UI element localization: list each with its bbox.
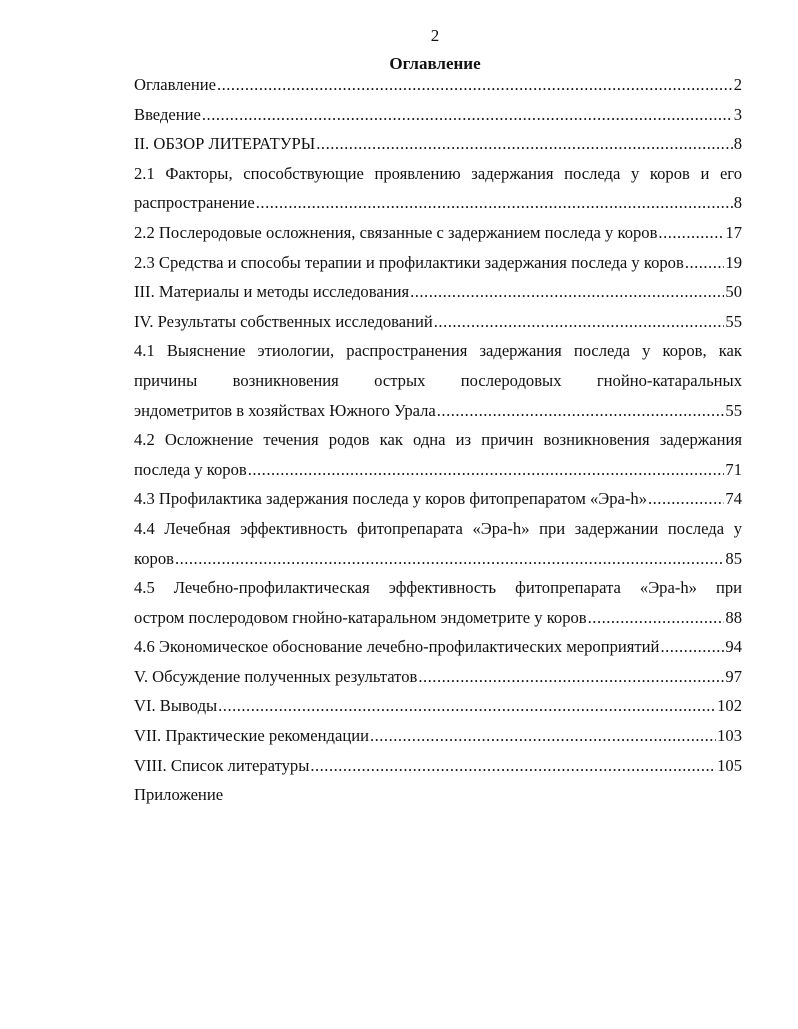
toc-entry-final-line (134, 662, 742, 692)
toc-entry (134, 129, 742, 159)
page-number: 2 (430, 26, 440, 45)
toc-entry (134, 484, 742, 514)
toc-page-number: 19 (725, 252, 742, 272)
toc-entry-final-line (134, 307, 742, 337)
toc-entry-final-line (134, 70, 742, 100)
toc-entry-title: остром послеродовом гнойно-катаральном эндометрите у коров (134, 607, 587, 627)
toc-entry-title: распространение (134, 193, 255, 213)
toc-entry (134, 307, 742, 337)
toc-entry-title: 2.3 Средства и способы терапии и профилактики задержания последа у коров (134, 252, 684, 272)
toc-entry (134, 70, 742, 100)
toc-entry-line: 2.1 Факторы, способствующие проявлению задержания последа у коров и его (134, 163, 742, 183)
toc-page-number: 102 (717, 696, 742, 716)
toc-entry (134, 514, 742, 573)
toc-entry-final-line (134, 721, 742, 751)
toc-dot-leader (588, 603, 725, 633)
toc-dot-leader (256, 188, 733, 218)
toc-entry-line: 4.1 Выяснение этиологии, распространения задержания последа у коров, как (134, 341, 742, 361)
toc-page-number: 8 (733, 134, 742, 154)
toc-entry-title: VI. Выводы (134, 696, 218, 716)
toc-page-number: 2 (733, 75, 742, 94)
toc-entry-final-line (134, 248, 742, 278)
toc-entry-title: Приложение (134, 785, 224, 805)
toc-entry-line: 4.4 Лечебная эффективность фитопрепарата «Эра-h» при задержании последа у (134, 518, 742, 538)
toc-page-number: 17 (725, 222, 742, 242)
toc-page-number: 88 (725, 607, 742, 627)
toc-dot-leader (658, 218, 724, 248)
toc-entry-title: Введение (134, 104, 201, 124)
toc-page-number: 50 (725, 282, 742, 302)
toc-dot-leader (434, 307, 725, 337)
toc-entry-line: 4.5 Лечебно-профилактическая эффективность фитопрепарата «Эра-h» при (134, 578, 742, 598)
toc-entry (134, 159, 742, 218)
toc-dot-leader (648, 484, 724, 514)
toc-entry-final-line (134, 751, 742, 781)
toc-page-number: 94 (725, 637, 742, 657)
toc-dot-leader (218, 691, 716, 721)
toc-entry (134, 218, 742, 248)
toc-entry (134, 691, 742, 721)
toc-entry-title: IV. Результаты собственных исследований (134, 311, 433, 331)
toc-entry-title: III. Материалы и методы исследования (134, 282, 410, 302)
toc-page-number: 97 (725, 666, 742, 686)
toc-entry-final-line (134, 632, 742, 662)
toc-entry (134, 751, 742, 781)
toc-dot-leader (202, 100, 733, 130)
toc-entry (134, 662, 742, 692)
toc-entry-title: 4.6 Экономическое обоснование лечебно-профилактических мероприятий (134, 637, 660, 657)
toc-entry-title: Оглавление (134, 75, 216, 94)
toc-dot-leader (310, 751, 716, 781)
toc-entry-title: VIII. Список литературы (134, 755, 310, 775)
toc-dot-leader (410, 277, 724, 307)
toc-entry-final-line (134, 691, 742, 721)
toc-entry-final-line (134, 188, 742, 218)
toc-entry-final-line (134, 129, 742, 159)
toc-page-number: 55 (725, 400, 742, 420)
toc-dot-leader (685, 248, 725, 278)
page-title: Оглавление (389, 54, 481, 73)
toc-dot-leader (437, 396, 725, 426)
toc-page-number: 8 (733, 193, 742, 213)
toc-entry-line: 4.2 Осложнение течения родов как одна из причин возникновения задержания (134, 430, 742, 450)
toc-page-number: 103 (717, 726, 742, 746)
toc-entry-final-line (134, 100, 742, 130)
toc-entry (134, 277, 742, 307)
toc-entry-title: 4.3 Профилактика задержания последа у коров фитопрепаратом «Эра-h» (134, 489, 647, 509)
toc-entry (134, 573, 742, 632)
toc-entry-title: II. ОБЗОР ЛИТЕРАТУРЫ (134, 134, 316, 154)
toc-entry-title: последа у коров (134, 459, 247, 479)
toc-dot-leader (248, 455, 725, 485)
toc-entry (134, 425, 742, 484)
toc-entry-title: коров (134, 548, 174, 568)
toc-entry-final-line (134, 277, 742, 307)
toc-entry-final-line (134, 544, 742, 574)
toc-page-number: 55 (725, 311, 742, 331)
toc-entry (134, 780, 742, 810)
toc-entry-final-line (134, 218, 742, 248)
toc-entry-final-line (134, 396, 742, 426)
toc-page-number: 74 (725, 489, 742, 509)
toc-entry (134, 100, 742, 130)
toc-entry-final-line (134, 780, 742, 810)
toc-entry-title: VII. Практические рекомендации (134, 726, 369, 746)
toc-entry-title: V. Обсуждение полученных результатов (134, 666, 418, 686)
toc-page-number: 3 (733, 104, 742, 124)
toc-page-number: 71 (725, 459, 742, 479)
toc-entry (134, 632, 742, 662)
toc-entry-final-line (134, 484, 742, 514)
table-of-contents (134, 70, 742, 810)
toc-entry (134, 248, 742, 278)
toc-page-number: 85 (725, 548, 742, 568)
toc-entry-title: 2.2 Послеродовые осложнения, связанные с задержанием последа у коров (134, 222, 658, 242)
toc-dot-leader (175, 544, 724, 574)
toc-dot-leader (217, 70, 733, 100)
toc-dot-leader (418, 662, 724, 692)
toc-entry (134, 721, 742, 751)
toc-entry (134, 336, 742, 425)
toc-entry-final-line (134, 455, 742, 485)
toc-entry-line: причины возникновения острых послеродовых гнойно-катаральных (134, 370, 742, 390)
toc-dot-leader (660, 632, 724, 662)
toc-entry-title: эндометритов в хозяйствах Южного Урала (134, 400, 436, 420)
toc-dot-leader (370, 721, 716, 751)
toc-page-number: 105 (717, 755, 742, 775)
toc-dot-leader (316, 129, 732, 159)
toc-entry-final-line (134, 603, 742, 633)
